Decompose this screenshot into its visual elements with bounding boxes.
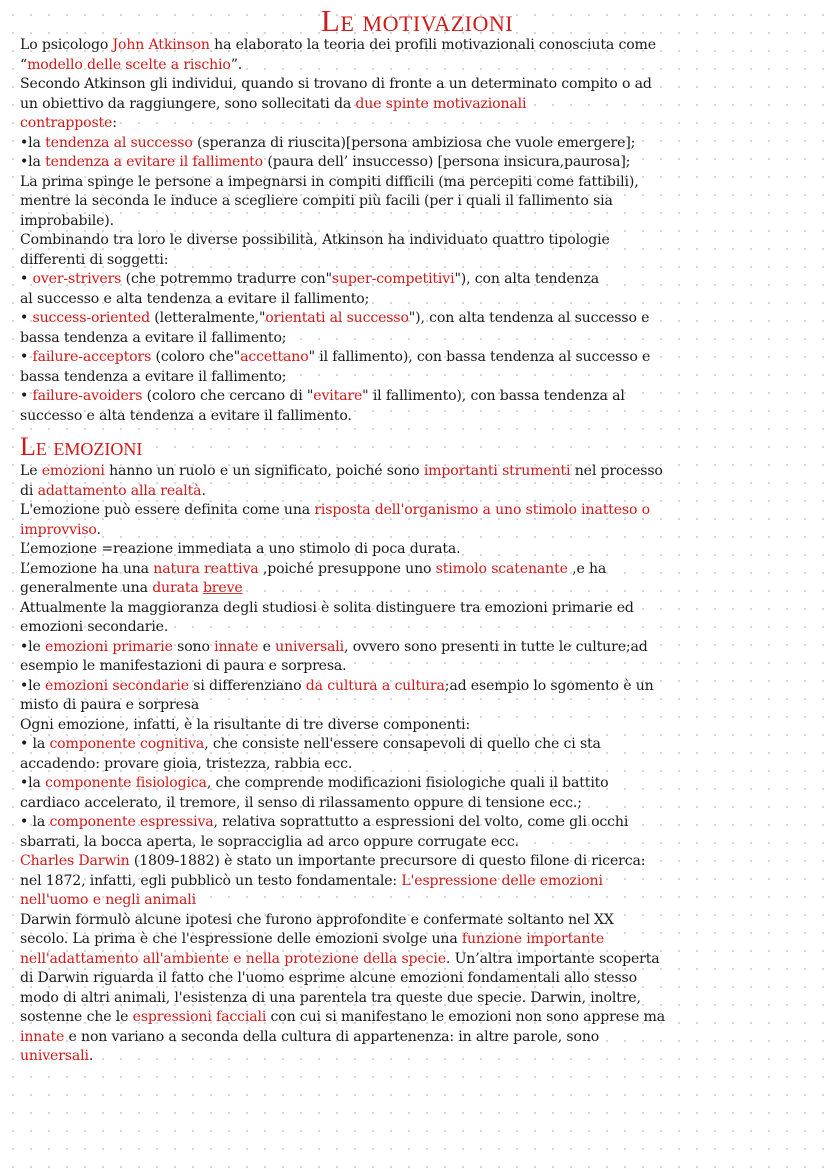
motivazioni-line (20, 212, 814, 232)
motivazioni-line (20, 114, 814, 134)
highlight-term: success-oriented (32, 310, 150, 326)
motivazioni-line (20, 387, 814, 407)
highlight-term: componente fisiologica (45, 775, 207, 791)
highlight-term: stimolo scatenante (435, 560, 568, 577)
text-span: con cui si manifestano le emozioni non sono apprese ma (266, 1009, 666, 1025)
text-span: • (20, 388, 33, 404)
highlight-term: innate (20, 1028, 65, 1045)
emozioni-line (20, 911, 814, 931)
highlight-term: tendenza al successo (45, 134, 193, 151)
emozioni-line (20, 891, 814, 911)
highlight-term: funzione importante (461, 931, 605, 947)
text-span: . (88, 1048, 94, 1064)
text-span: •le (20, 638, 46, 655)
highlight-term: componente espressiva (49, 814, 214, 830)
text-span: L’emozione =reazione immediata a uno stimolo di poca durata. (20, 541, 461, 557)
motivazioni-line (20, 231, 814, 251)
highlight-term: failure-acceptors (32, 349, 152, 365)
text-span: •la (20, 775, 46, 791)
highlight-term: improvviso (20, 521, 97, 538)
text-span: al successo e alta tendenza a evitare il fallimento; (20, 290, 370, 307)
text-span: bassa tendenza a evitare il fallimento; (20, 329, 287, 346)
motivazioni-line (20, 407, 814, 427)
text-span: e non variano a seconda della cultura di appartenenza: in altre parole, sono (64, 1028, 600, 1045)
motivazioni-line (20, 251, 814, 271)
emozioni-line (20, 696, 814, 716)
highlight-term: espressioni facciali (132, 1009, 267, 1025)
text-span: ”. (230, 56, 243, 73)
text-span: L'emozione può essere definita come una (20, 502, 315, 518)
highlight-term: nell'adattamento all'ambiente e nella protezione della specie (20, 950, 446, 967)
highlight-term: nell'uomo e negli animali (20, 892, 196, 908)
text-span: generalmente una (20, 580, 153, 596)
emozioni-line (20, 482, 814, 502)
text-span: • (20, 271, 33, 287)
highlight-term: componente cognitiva (49, 736, 205, 752)
motivazioni-line (20, 56, 814, 76)
text-span: , che comprende modificazioni fisiologiche quali il battito (206, 775, 609, 791)
text-span: sbarrati, la bocca aperta, le sopracciglia ad arco oppure corrugate ecc. (20, 833, 519, 850)
text-span: mentre la seconda le induce a scegliere compiti più facili (per i quali il fallimento sia (20, 193, 613, 209)
motivazioni-line (20, 290, 814, 310)
motivazioni-line (20, 36, 814, 56)
emozioni-line (20, 1047, 814, 1067)
emozioni-line (20, 1028, 814, 1048)
text-span: , ovvero sono presenti in tutte le culture;ad (344, 638, 648, 655)
highlight-term: emozioni (41, 463, 105, 479)
emozioni-line (20, 735, 814, 755)
highlight-term: accettano (240, 349, 309, 365)
text-span: Attualmente la maggioranza degli studiosi è solita distinguere tra emozioni primarie ed (20, 599, 634, 616)
text-span: hanno un ruolo e un significato, poiché sono (104, 463, 424, 479)
section-title-emozioni: Le emozioni (20, 432, 143, 461)
text-span: ha elaborato la teoria dei profili motivazionali conosciuta come (209, 37, 656, 53)
highlight-term: importanti strumenti (423, 463, 571, 479)
emozioni-line (20, 560, 814, 580)
text-span: “ (20, 56, 28, 73)
text-span: Secondo Atkinson gli individui, quando si trovano di fronte a un determinato compito o ad (20, 76, 652, 92)
motivazioni-line (20, 75, 814, 95)
text-span: •la (20, 154, 46, 170)
text-span: secolo. La prima è che l'espressione delle emozioni svolge una (20, 931, 462, 947)
emozioni-line (20, 930, 814, 950)
text-span: Le (20, 463, 42, 479)
text-span: : (112, 115, 117, 131)
emozioni-line (20, 501, 814, 521)
emozioni-line (20, 755, 814, 775)
motivazioni-line (20, 134, 814, 154)
text-span: di (20, 482, 38, 499)
motivazioni-line (20, 368, 814, 388)
section-motivazioni (20, 36, 814, 426)
text-span: ,poiché presuppone uno (258, 560, 436, 577)
text-span: misto di paura e sorpresa (20, 697, 200, 713)
emozioni-line (20, 677, 814, 697)
motivazioni-line (20, 192, 814, 212)
text-span: , relativa soprattutto a espressioni del volto, come gli occhi (213, 814, 629, 830)
emozioni-line (20, 794, 814, 814)
emozioni-line (20, 989, 814, 1009)
underlined-term: breve (202, 580, 243, 596)
text-span: Ogni emozione, infatti, è la risultante di tre diverse componenti: (20, 716, 471, 733)
emozioni-line (20, 462, 814, 482)
text-span: Darwin formulò alcune ipotesi che furono approfondite e confermate soltanto nel XX (20, 911, 614, 928)
text-span: • la (20, 814, 50, 830)
text-span: L’emozione ha una (20, 560, 154, 577)
text-span: emozioni secondarie. (20, 619, 169, 635)
highlight-term: natura reattiva (153, 560, 259, 577)
highlight-term: Charles Darwin (20, 853, 130, 869)
text-span: . Un’altra importante scoperta (445, 950, 660, 967)
highlight-term: emozioni primarie (45, 638, 173, 655)
text-span: Lo psicologo (20, 37, 113, 53)
highlight-term: tendenza a evitare il fallimento (45, 154, 264, 170)
motivazioni-line (20, 270, 814, 290)
text-span: bassa tendenza a evitare il fallimento; (20, 368, 287, 385)
text-span: nel 1872, infatti, egli pubblicò un testo fondamentale: (20, 872, 402, 889)
text-span: "), con alta tendenza al successo e (408, 310, 650, 326)
text-span: accadendo: provare gioia, tristezza, rabbia ecc. (20, 755, 353, 772)
highlight-term: due spinte motivazionali (355, 95, 527, 112)
text-span: • (20, 349, 33, 365)
highlight-term: over-strivers (32, 271, 122, 287)
text-span: si differenziano (188, 677, 306, 694)
emozioni-line (20, 1008, 814, 1028)
motivazioni-line (20, 348, 814, 368)
text-span: sono (172, 638, 215, 655)
highlight-term: emozioni secondarie (45, 677, 189, 694)
text-span: . (201, 482, 206, 499)
text-span: nel processo (570, 463, 663, 479)
emozioni-line (20, 579, 814, 599)
emozioni-line (20, 872, 814, 892)
text-span: (speranza di riuscita)[persona ambiziosa che vuole emergere]; (192, 134, 636, 151)
text-span: modo di altri animali, l'esistenza di una parentela tra queste due specie. Darwin, inoltre, (20, 989, 641, 1006)
text-span: "), con alta tendenza (454, 271, 600, 287)
emozioni-line (20, 950, 814, 970)
text-span: (paura dell’ insuccesso) [persona insicura,paurosa]; (263, 154, 631, 170)
emozioni-line (20, 657, 814, 677)
text-span: e (258, 638, 276, 655)
emozioni-line (20, 540, 814, 560)
text-span: di Darwin riguarda il fatto che l'uomo esprime alcune emozioni fondamentali allo stesso (20, 970, 637, 986)
highlight-term: contrapposte (20, 115, 113, 131)
highlight-term: failure-avoiders (32, 388, 143, 404)
highlight-term: evitare (313, 388, 363, 404)
emozioni-line (20, 521, 814, 541)
motivazioni-line (20, 153, 814, 173)
section-emozioni (20, 462, 814, 1067)
text-span: ;ad esempio lo sgomento è un (444, 677, 654, 694)
highlight-term: innate (214, 638, 259, 655)
text-span: esempio le manifestazioni di paura e sorpresa. (20, 658, 347, 674)
text-span: (1809-1882) è stato un importante precursore di questo filone di ricerca: (129, 853, 646, 869)
highlight-term: John Atkinson (112, 37, 210, 53)
highlight-term: risposta dell'organismo a uno stimolo inatteso o (314, 502, 651, 518)
highlight-term: universali (20, 1048, 89, 1064)
page-title: Le motivazioni (320, 3, 514, 38)
text-span: sostenne che le (20, 1009, 133, 1025)
text-span: cardiaco accelerato, il tremore, il senso di rilassamento oppure di tensione ecc.; (20, 794, 582, 811)
emozioni-line (20, 833, 814, 853)
highlight-term: super-competitivi (331, 271, 455, 287)
text-span: (coloro che" (151, 349, 241, 365)
emozioni-line (20, 618, 814, 638)
emozioni-line (20, 852, 814, 872)
text-span: ,e ha (567, 560, 607, 577)
text-span: " il fallimento), con bassa tendenza al successo e (308, 349, 651, 365)
motivazioni-line (20, 309, 814, 329)
text-span: " il fallimento), con bassa tendenza al (362, 388, 625, 404)
text-span: (coloro che cercano di " (142, 388, 314, 404)
text-span: improbabile). (20, 212, 114, 229)
text-span: •la (20, 134, 46, 151)
emozioni-line (20, 638, 814, 658)
highlight-term: modello delle scelte a rischio (27, 56, 231, 73)
highlight-term: da cultura a cultura (305, 677, 445, 694)
text-span: •le (20, 677, 46, 694)
text-span: Combinando tra loro le diverse possibilità, Atkinson ha individuato quattro tipologie (20, 232, 610, 248)
text-span: , che consiste nell'essere consapevoli di quello che ci sta (204, 736, 601, 752)
emozioni-line (20, 774, 814, 794)
text-span: La prima spinge le persone a impegnarsi in compiti difficili (ma percepiti come fattibili), (20, 173, 639, 190)
text-span: successo e alta tendenza a evitare il fallimento. (20, 407, 352, 424)
text-span: (che potremmo tradurre con" (121, 271, 332, 287)
motivazioni-line (20, 329, 814, 349)
motivazioni-line (20, 95, 814, 115)
highlight-term: adattamento alla realtà (37, 482, 202, 499)
highlight-term: orientati al successo (265, 310, 409, 326)
emozioni-line (20, 599, 814, 619)
motivazioni-line (20, 173, 814, 193)
text-span: • (20, 310, 33, 326)
text-span: un obiettivo da raggiungere, sono sollecitati da (20, 95, 356, 112)
emozioni-line (20, 813, 814, 833)
text-span: differenti di soggetti: (20, 251, 169, 268)
highlight-term: universali (275, 638, 345, 655)
highlight-term: durata (152, 580, 203, 596)
text-span: • la (20, 736, 50, 752)
text-span: . (96, 521, 101, 538)
emozioni-line (20, 716, 814, 736)
text-span: (letteralmente," (149, 310, 266, 326)
emozioni-line (20, 969, 814, 989)
highlight-term: L'espressione delle emozioni (401, 872, 603, 889)
